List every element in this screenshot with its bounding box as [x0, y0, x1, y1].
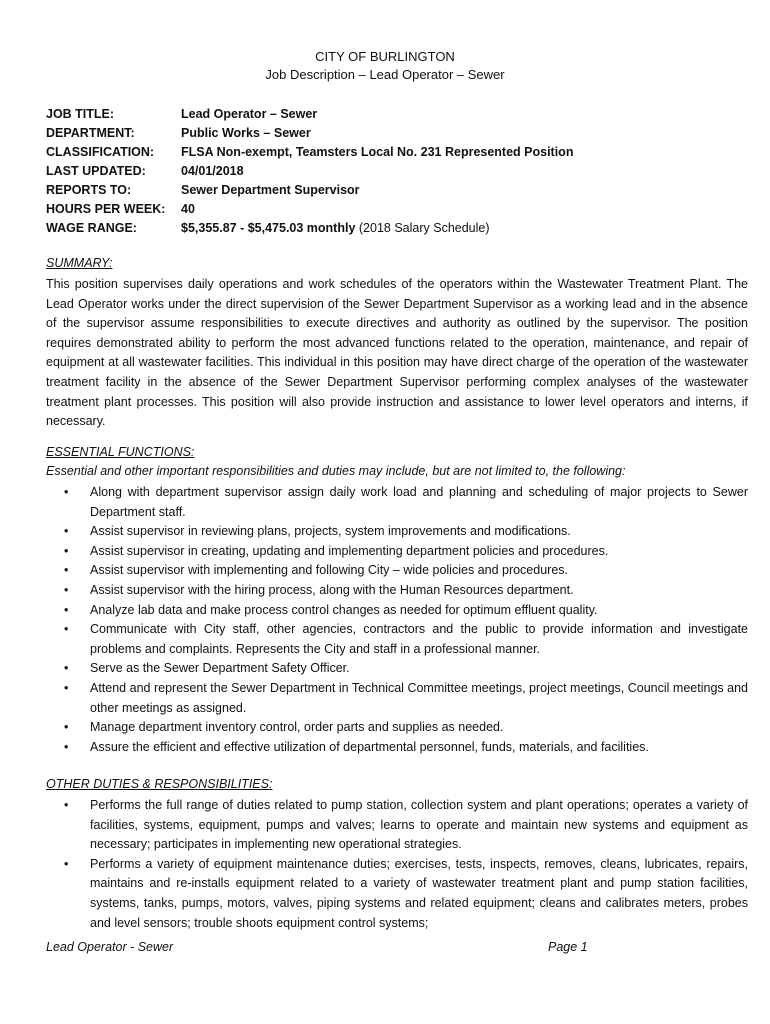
list-item-text: Serve as the Sewer Department Safety Officer.	[90, 661, 350, 676]
list-item-text: Along with department supervisor assign daily work load and planning and scheduling of major projects to Sewer Department staff.	[90, 485, 748, 519]
list-item-text: Assist supervisor in creating, updating and implementing department policies and procedures.	[90, 543, 609, 558]
bullet-icon: •	[64, 563, 69, 578]
list-item	[46, 483, 748, 522]
document-subtitle: Job Description – Lead Operator – Sewer	[265, 67, 505, 82]
footer-document-name: Lead Operator - Sewer	[46, 940, 174, 954]
bullet-icon: •	[64, 661, 69, 676]
bullet-icon: •	[64, 720, 69, 735]
info-row-department	[46, 124, 573, 143]
list-item-text: Analyze lab data and make process control changes as needed for optimum effluent quality.	[90, 602, 598, 617]
list-item-text: Performs the full range of duties related to pump station, collection system and plant operations; operates a variety of facilities, systems, equipment, pumps and valves; learns to operate and maintain new systems and equipment as necessary; participates in implementing new operational strategies.	[90, 798, 748, 852]
list-item	[46, 796, 748, 855]
essential-functions-list	[46, 483, 748, 757]
bullet-icon: •	[64, 680, 69, 695]
footer-page-number: Page 1	[548, 940, 588, 954]
list-item	[46, 522, 748, 542]
info-value: Public Works – Sewer	[181, 126, 311, 140]
list-item	[46, 601, 748, 621]
list-item	[46, 581, 748, 601]
info-value: $5,355.87 - $5,475.03 monthly	[181, 221, 356, 235]
list-item-text: Manage department inventory control, order parts and supplies as needed.	[90, 720, 504, 735]
info-row-reports-to	[46, 181, 573, 200]
info-label: DEPARTMENT:	[46, 126, 135, 140]
bullet-icon: •	[64, 856, 69, 871]
bullet-icon: •	[64, 602, 69, 617]
list-item	[46, 561, 748, 581]
info-value: 40	[181, 202, 195, 216]
info-value: FLSA Non-exempt, Teamsters Local No. 231 Represented Position	[181, 145, 574, 159]
info-row-classification	[46, 143, 573, 162]
list-item	[46, 855, 748, 933]
bullet-icon: •	[64, 524, 69, 539]
info-value: Lead Operator – Sewer	[181, 107, 318, 121]
info-label: HOURS PER WEEK:	[46, 202, 166, 216]
info-note: (2018 Salary Schedule)	[355, 221, 490, 235]
bullet-icon: •	[64, 543, 69, 558]
info-row-hours	[46, 200, 573, 219]
summary-paragraph: This position supervises daily operations and work schedules of the operators within the Wastewater Treatment Plant. The Lead Operator works under the direct supervision of the Sewer Department Supervisor as a working lead and in the absence of the supervisor assume responsibilities to execute directives and authority as outlined by the supervisor. The position requires demonstrated ability to perform the most advanced functions related to the operation, maintenance, and repair of equipment at all wastewater facilities. This individual in this position may have direct charge of the operation of the wastewater treatment facility in the absence of the Sewer Department Supervisor performing complex analyses of the wastewater treatment plant processes. This position will also provide instruction and assistance to lower level operators and interns, if necessary.	[46, 277, 748, 429]
info-row-job-title	[46, 105, 573, 124]
bullet-icon: •	[64, 485, 69, 499]
summary-heading: SUMMARY:	[46, 256, 113, 270]
info-row-wage-range	[46, 219, 573, 238]
info-label: LAST UPDATED:	[46, 164, 146, 178]
bullet-icon: •	[64, 582, 69, 597]
essential-functions-intro: Essential and other important responsibilities and duties may include, but are not limited to, the following:	[46, 464, 626, 478]
list-item	[46, 679, 748, 718]
list-item-text: Assist supervisor with implementing and following City – wide policies and procedures.	[90, 563, 569, 578]
bullet-icon: •	[64, 739, 69, 754]
info-label: WAGE RANGE:	[46, 221, 137, 235]
info-row-last-updated	[46, 162, 573, 181]
job-info-table	[46, 105, 573, 238]
list-item-text: Assure the efficient and effective utilization of departmental personnel, funds, materials, and facilities.	[90, 739, 649, 754]
info-label: JOB TITLE:	[46, 107, 115, 121]
list-item-text: Assist supervisor with the hiring process, along with the Human Resources department.	[90, 582, 574, 597]
list-item-text: Performs a variety of equipment maintenance duties; exercises, tests, inspects, removes, cleans, lubricates, repairs, maintains and re-installs equipment related to a variety of wastewater treatment plant and pump station facilities, systems, tanks, pumps, motors, valves, piping systems and related equipment; cleans and calibrates meters, probes and level sensors; trouble shoots equipment control systems;	[90, 856, 748, 930]
list-item-text: Assist supervisor in reviewing plans, projects, system improvements and modifications.	[90, 524, 571, 539]
essential-functions-heading: ESSENTIAL FUNCTIONS:	[46, 445, 195, 459]
list-item	[46, 718, 748, 738]
info-value-wrap	[181, 219, 490, 238]
bullet-icon: •	[64, 798, 69, 812]
info-label: REPORTS TO:	[46, 183, 132, 197]
bullet-icon: •	[64, 622, 69, 637]
info-value: Sewer Department Supervisor	[181, 183, 360, 197]
list-item	[46, 738, 748, 758]
other-duties-list	[46, 796, 748, 933]
list-item	[46, 659, 748, 679]
list-item-text: Communicate with City staff, other agencies, contractors and the public to provide information and investigate problems and complaints. Represents the City and staff in a professional manner.	[90, 622, 748, 656]
other-duties-heading: OTHER DUTIES & RESPONSIBILITIES:	[46, 777, 273, 791]
list-item	[46, 542, 748, 562]
list-item-text: Attend and represent the Sewer Department in Technical Committee meetings, project meetings, Council meetings and other meetings as assigned.	[90, 680, 748, 715]
info-label: CLASSIFICATION:	[46, 145, 155, 159]
list-item	[46, 620, 748, 659]
info-value: 04/01/2018	[181, 164, 244, 178]
document-title: CITY OF BURLINGTON	[315, 49, 455, 64]
